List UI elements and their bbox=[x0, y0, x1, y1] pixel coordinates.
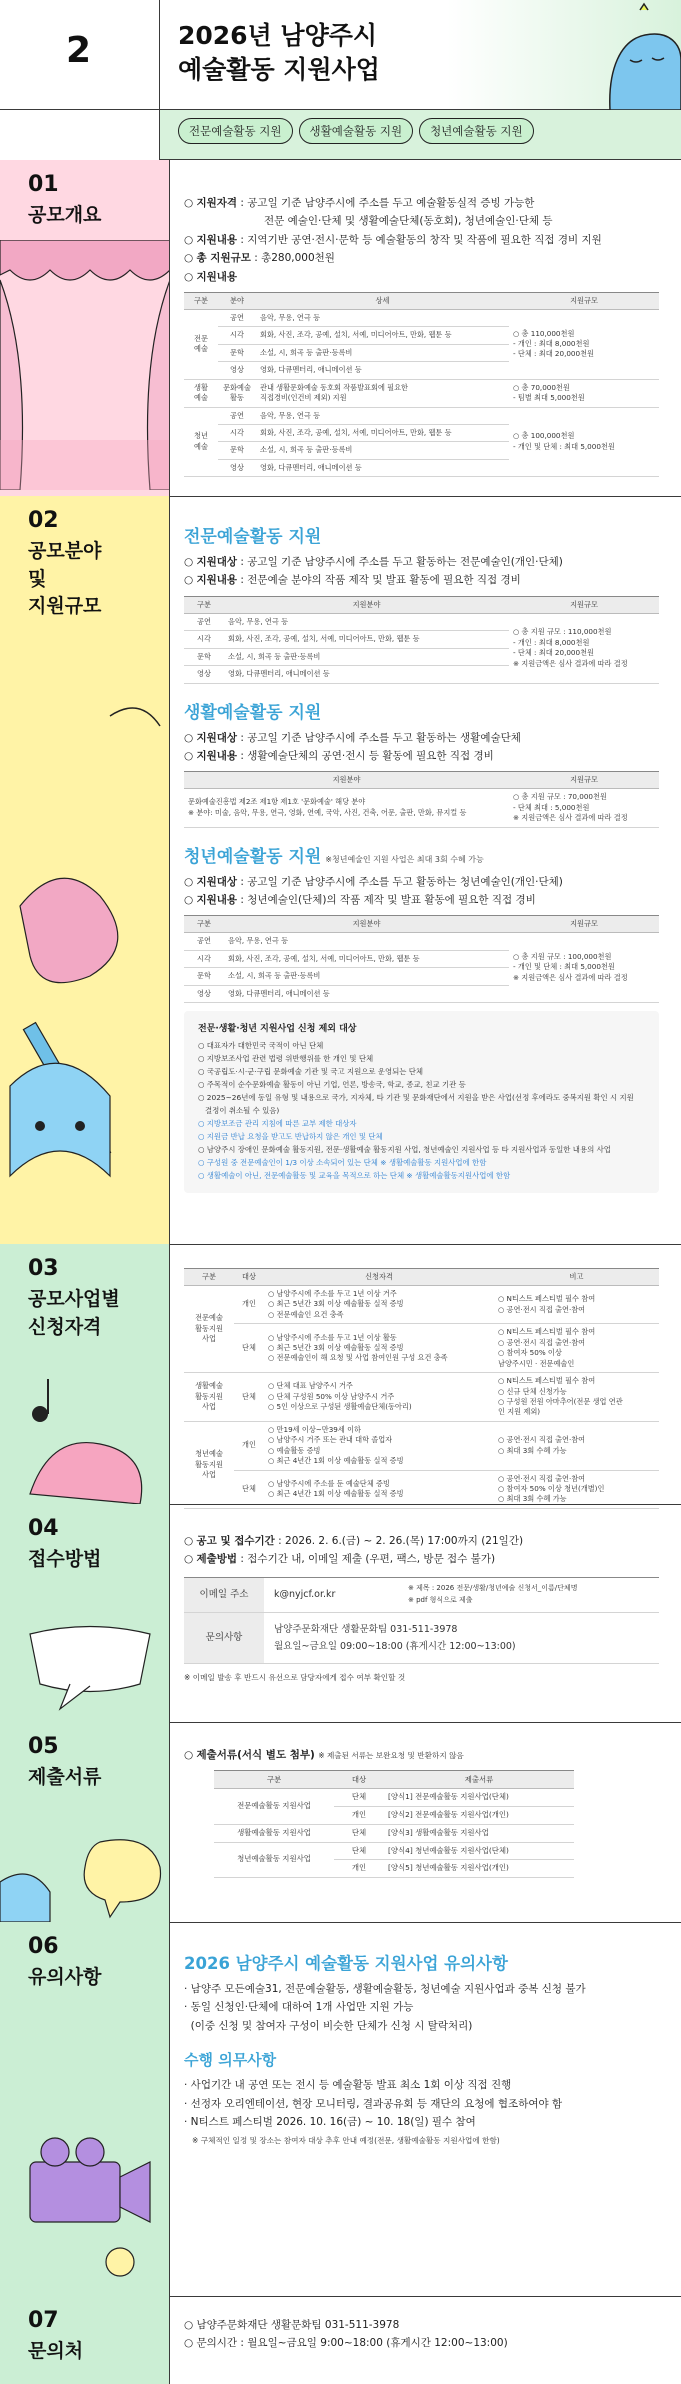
youth-th-1: 지원분야 bbox=[224, 916, 509, 933]
s6-item: (이중 신청 및 참여자 구성이 비슷한 단체가 신청 시 탈락처리) bbox=[184, 2019, 473, 2032]
brush-illustration bbox=[0, 656, 170, 1236]
s3-th-1: 대상 bbox=[234, 1269, 264, 1286]
s5-label-row: ○ 제출서류(서식 별도 첨부) ※ 제출된 서류는 보완요청 및 반환하지 않음 bbox=[184, 1749, 464, 1761]
youth-cell: 회화, 사진, 조각, 공예, 설치, 서예, 미디어아트, 만화, 웹툰 등 bbox=[224, 950, 509, 967]
table-row bbox=[184, 407, 659, 424]
section-01-sidebar bbox=[0, 160, 170, 496]
table-row bbox=[184, 309, 659, 326]
table-row bbox=[184, 613, 659, 630]
section-01-title: 공모개요 bbox=[28, 204, 102, 226]
list-item: ○ 지원금 반납 요청을 받고도 반납하지 않은 개인 및 단체 bbox=[198, 1131, 383, 1141]
s4-method-label: 제출방법 bbox=[196, 1553, 238, 1566]
s3-cell-qual: ○ 남양주시에 주소를 둔 예술단체 증빙 ○ 최근 4년간 1회 이상 예술활동 실적 증빙 bbox=[264, 1470, 494, 1508]
s5-cell-type: 단체 bbox=[334, 1789, 384, 1807]
table-row bbox=[184, 789, 659, 827]
youth-cell: 소설, 시, 희곡 등 출판·등록비 bbox=[224, 968, 509, 985]
section-06-content bbox=[184, 1944, 659, 2146]
pro-target: ○ 지원대상 : 공고일 기준 남양주시에 주소를 두고 활동하는 전문예술인(개인·단체) bbox=[184, 556, 563, 568]
s5-cell-group: 전문예술활동 지원사업 bbox=[214, 1789, 334, 1824]
youth-target-text: : 공고일 기준 남양주시에 주소를 두고 활동하는 청년예술인(개인·단체) bbox=[237, 875, 563, 888]
youth-content-text: : 청년예술인(단체)의 작품 제작 및 발표 활동에 필요한 직접 경비 bbox=[237, 893, 536, 906]
list-item: ○ 국공립도·시·군·구립 문화예술 기관 및 국고 지원으로 운영되는 단체 bbox=[198, 1066, 424, 1076]
s1-detail-label: 지원내용 bbox=[196, 270, 238, 283]
s3-cell-note: ○ N티스트 페스티벌 필수 참여 ○ 신규 단체 신청가능 ○ 구성원 전원 아마추어(전문 생업 연관 인 지원 제외) bbox=[494, 1373, 659, 1422]
life-target-label: 지원대상 bbox=[196, 731, 238, 744]
s5-cell-type: 단체 bbox=[334, 1824, 384, 1842]
list-item: ○ 2025~26년에 동일 유형 및 내용으로 국가, 지자체, 타 기관 및 문화재단에서 지원을 받은 사업(선정 후에라도 중복지원 확인 시 지원 bbox=[198, 1092, 634, 1102]
s1-scale-text: : 총280,000천원 bbox=[250, 252, 335, 265]
table-row bbox=[184, 933, 659, 950]
s1-target-label: 지원자격 bbox=[196, 197, 238, 209]
s5-cell-doc: [양식3] 생활예술활동 지원사업 bbox=[384, 1824, 574, 1842]
life-content-text: : 생활예술단체의 공연·전시 등 활동에 필요한 직접 경비 bbox=[237, 749, 494, 762]
s3-table bbox=[184, 1268, 659, 1509]
s4-period-label: 공고 및 접수기간 bbox=[196, 1535, 275, 1547]
s5-th-0: 구분 bbox=[214, 1771, 334, 1789]
section-02-sidebar bbox=[0, 496, 170, 1244]
pro-th-2: 지원규모 bbox=[509, 596, 659, 613]
s3-cell-qual: ○ 남양주시에 주소를 두고 1년 이상 활동 ○ 최근 5년간 3회 이상 예술활동 실적 증빙 ○ 전문예술인이 해 요청 및 사업 참여인원 구성 요건 충족 bbox=[264, 1324, 494, 1373]
mailbox-illustration bbox=[20, 1624, 160, 1714]
pill-youth: 청년예술활동 지원 bbox=[419, 118, 534, 144]
s5-cell-doc: [양식4] 청년예술활동 지원사업(단체) bbox=[384, 1842, 574, 1860]
s1-cell-field: 영상 bbox=[218, 362, 256, 379]
youth-heading-row bbox=[184, 842, 659, 867]
header bbox=[0, 0, 681, 160]
table-row bbox=[214, 1789, 574, 1807]
s4-period-text: : 2026. 2. 6.(금) ~ 2. 26.(목) 17:00까지 (21일간) bbox=[274, 1535, 524, 1547]
s1-cell-detail: 소설, 시, 희곡 등 출판·등록비 bbox=[256, 344, 509, 361]
curtain-illustration bbox=[0, 240, 170, 490]
section-07-content bbox=[184, 2316, 659, 2353]
life-field: 문화예술진흥법 제2조 제1항 제1호 '문화예술' 해당 분야 ※ 분야: 미술, 음악, 무용, 연극, 영화, 연예, 국악, 사진, 건축, 어문, 출판, 만화, 뮤지컬 등 bbox=[184, 789, 509, 827]
pro-heading: 전문예술활동 지원 bbox=[184, 527, 322, 547]
life-th-1: 지원규모 bbox=[509, 772, 659, 789]
s1-cell-field: 문화예술 활동 bbox=[218, 379, 256, 407]
table-row bbox=[184, 1612, 659, 1663]
s1-table bbox=[184, 292, 659, 477]
s1-cell-detail: 회화, 사진, 조각, 공예, 설치, 서예, 미디어아트, 만화, 웹툰 등 bbox=[256, 424, 509, 441]
section-02-number: 02 bbox=[28, 508, 59, 533]
s4-footnote: ※ 이메일 발송 후 반드시 유선으로 담당자에게 접수 여부 확인할 것 bbox=[184, 1672, 406, 1682]
s4-period: ○ 공고 및 접수기간 : 2026. 2. 6.(금) ~ 2. 26.(목) 17:00까지 (21일간) bbox=[184, 1535, 524, 1547]
section-05-content bbox=[184, 1746, 659, 1886]
s6-duty-note: ※ 구체적인 일정 및 장소는 참여자 대상 추후 안내 예정(전문, 생활예술활동 지원사업에 한함) bbox=[192, 2136, 500, 2146]
s3-cell-note: ○ N티스트 페스티벌 필수 참여 ○ 공연·전시 직접 출연·참여 ○ 참여자 50% 이상 남양주시민 · 전문예술인 bbox=[494, 1324, 659, 1373]
pro-target-label: 지원대상 bbox=[196, 556, 238, 568]
s3-th-3: 비고 bbox=[494, 1269, 659, 1286]
section-03-content bbox=[184, 1262, 659, 1517]
s1-detail: ○ 지원내용 bbox=[184, 270, 238, 283]
section-07-title: 문의처 bbox=[28, 2340, 84, 2362]
section-06-title: 유의사항 bbox=[28, 1966, 102, 1988]
s3-th-2: 신청자격 bbox=[264, 1269, 494, 1286]
pro-cell: 회화, 사진, 조각, 공예, 설치, 서예, 미디어아트, 만화, 웹툰 등 bbox=[224, 631, 509, 648]
list-item: ○ 구성원 중 전문예술인이 1/3 이상 소속되어 있는 단체 ※ 생활예술활동 지원사업에 한함 bbox=[198, 1157, 487, 1167]
section-07-number: 07 bbox=[28, 2308, 59, 2333]
s4-contact-value2: 월요일~금요일 09:00~18:00 (휴게시간 12:00~13:00) bbox=[274, 1640, 516, 1652]
s3-th-0: 구분 bbox=[184, 1269, 234, 1286]
s5-cell-doc: [양식5] 청년예술활동 지원사업(개인) bbox=[384, 1860, 574, 1878]
life-content-label: 지원내용 bbox=[196, 749, 238, 762]
pro-cell: 영상 bbox=[184, 666, 224, 683]
s4-contact-values bbox=[264, 1612, 659, 1663]
s1-cell-detail: 회화, 사진, 조각, 공예, 설치, 서예, 미디어아트, 만화, 웹툰 등 bbox=[256, 327, 509, 344]
header-pills bbox=[178, 118, 540, 144]
exclusion-list bbox=[198, 1040, 645, 1182]
section-05 bbox=[0, 1722, 681, 1922]
s4-method-text: : 접수기간 내, 이메일 제출 (우편, 팩스, 방문 접수 불가) bbox=[237, 1553, 496, 1566]
pro-th-1: 지원분야 bbox=[224, 596, 509, 613]
s6-duty: · N티스트 페스티벌 2026. 10. 16(금) ~ 10. 18(일) 필수 참여 bbox=[184, 2115, 476, 2128]
youth-cell: 음악, 무용, 연극 등 bbox=[224, 933, 509, 950]
pill-pro: 전문예술활동 지원 bbox=[178, 118, 293, 144]
pro-th-0: 구분 bbox=[184, 596, 224, 613]
table-row bbox=[214, 1842, 574, 1860]
s3-cell-type: 단체 bbox=[234, 1470, 264, 1508]
s5-cell-type: 개인 bbox=[334, 1860, 384, 1878]
s1-th-scale: 지원규모 bbox=[509, 292, 659, 309]
s3-cell-type: 개인 bbox=[234, 1286, 264, 1324]
section-02 bbox=[0, 496, 681, 1244]
table-row bbox=[184, 1470, 659, 1508]
life-heading: 생활예술활동 지원 bbox=[184, 702, 322, 723]
s1-cell-detail: 음악, 무용, 연극 등 bbox=[256, 309, 509, 326]
s1-cell-group: 청년 예술 bbox=[184, 407, 218, 477]
section-01 bbox=[0, 160, 681, 496]
s1-cell-field: 공연 bbox=[218, 407, 256, 424]
table-row bbox=[184, 1324, 659, 1373]
s6-duty: · 선정자 오리엔테이션, 현장 모니터링, 결과공유회 등 재단의 요청에 협조하여야 함 bbox=[184, 2097, 563, 2110]
section-01-number: 01 bbox=[28, 172, 59, 197]
s5-cell-group: 생활예술활동 지원사업 bbox=[214, 1824, 334, 1842]
table-row bbox=[184, 1286, 659, 1324]
s1-cell-field: 시각 bbox=[218, 327, 256, 344]
s1-th-field: 분야 bbox=[218, 292, 256, 309]
pro-target-text: : 공고일 기준 남양주시에 주소를 두고 활동하는 전문예술인(개인·단체) bbox=[237, 556, 563, 568]
pro-cell: 문학 bbox=[184, 648, 224, 665]
life-content: ○ 지원내용 : 생활예술단체의 공연·전시 등 활동에 필요한 직접 경비 bbox=[184, 749, 494, 762]
s1-target-text2: 전문 예술인·단체 및 생활예술단체(동호회), 청년예술인·단체 등 bbox=[264, 215, 553, 228]
s1-cell-detail: 관내 생활문화예술 동호회 작품발표회에 필요한 직접경비(인건비 제외) 지원 bbox=[256, 379, 509, 407]
section-04-number: 04 bbox=[28, 1516, 59, 1541]
s4-email-label: 이메일 주소 bbox=[184, 1577, 264, 1612]
s1-content-text: : 지역기반 공연·전시·문학 등 예술활동의 창작 및 작품에 필요한 직접 경비 지원 bbox=[237, 233, 602, 246]
s1-content: ○ 지원내용 : 지역기반 공연·전시·문학 등 예술활동의 창작 및 작품에 필요한 직접 경비 지원 bbox=[184, 233, 602, 246]
youth-cell: 영화, 다큐멘터리, 애니메이션 등 bbox=[224, 985, 509, 1002]
s4-method: ○ 제출방법 : 접수기간 내, 이메일 제출 (우편, 팩스, 방문 접수 불가) bbox=[184, 1553, 496, 1566]
header-number-box bbox=[0, 0, 160, 110]
s1-th-group: 구분 bbox=[184, 292, 218, 309]
list-item: 결정이 취소될 수 있음) bbox=[198, 1105, 280, 1115]
life-target: ○ 지원대상 : 공고일 기준 남양주시에 주소를 두고 활동하는 생활예술단체 bbox=[184, 731, 521, 744]
youth-content: ○ 지원내용 : 청년예술인(단체)의 작품 제작 및 발표 활동에 필요한 직접 경비 bbox=[184, 893, 536, 906]
list-item: ○ 주목적이 순수문화예술 활동이 아닌 기업, 언론, 방송국, 학교, 종교, 친교 기관 등 bbox=[198, 1079, 466, 1089]
s4-contact-label: 문의사항 bbox=[184, 1612, 264, 1663]
s1-scale: ○ 총 지원규모 : 총280,000천원 bbox=[184, 252, 335, 265]
s1-cell-scale: ○ 총 70,000천원 - 팀별 최대 5,000천원 bbox=[509, 379, 659, 407]
s1-cell-field: 문학 bbox=[218, 344, 256, 361]
s5-cell-type: 개인 bbox=[334, 1807, 384, 1825]
s4-email-notes bbox=[404, 1577, 659, 1612]
s5-table bbox=[214, 1770, 574, 1878]
s3-cell-group: 전문예술 활동지원 사업 bbox=[184, 1286, 234, 1373]
youth-heading-note: ※청년예술인 지원 사업은 최대 3회 수혜 가능 bbox=[325, 854, 484, 864]
s4-contact-value1: 남양주문화재단 생활문화팀 031-511-3978 bbox=[274, 1623, 458, 1635]
section-03-number: 03 bbox=[28, 1256, 59, 1281]
s7-line2: ○ 문의시간 : 월요일~금요일 9:00~18:00 (휴게시간 12:00~13:00) bbox=[184, 2337, 508, 2350]
pro-cell: 공연 bbox=[184, 613, 224, 630]
list-item: ○ 생활예술이 아닌, 전문예술활동 및 교육을 목적으로 하는 단체 ※ 생활예술활동지원사업에 한함 bbox=[198, 1170, 511, 1180]
youth-target: ○ 지원대상 : 공고일 기준 남양주시에 주소를 두고 활동하는 청년예술인(개인·단체) bbox=[184, 875, 563, 888]
s6-item: · 동일 신청인·단체에 대하여 1개 사업만 지원 가능 bbox=[184, 2001, 414, 2014]
header-title-line1: 2026년 남양주시 bbox=[178, 21, 378, 50]
pro-content-label: 지원내용 bbox=[196, 574, 238, 587]
s1-cell-detail: 영화, 다큐멘터리, 애니메이션 등 bbox=[256, 459, 509, 476]
section-05-sidebar bbox=[0, 1722, 170, 1922]
s4-email-note2: ※ pdf 형식으로 제출 bbox=[408, 1595, 473, 1604]
pro-cell: 시각 bbox=[184, 631, 224, 648]
s6-heading: 2026 남양주시 예술활동 지원사업 유의사항 bbox=[184, 1954, 508, 1973]
section-05-number: 05 bbox=[28, 1734, 59, 1759]
s5-cell-group: 청년예술활동 지원사업 bbox=[214, 1842, 334, 1877]
header-pill-left-bg bbox=[0, 110, 160, 160]
s3-cell-group: 생활예술 활동지원 사업 bbox=[184, 1373, 234, 1422]
blue-character-illustration bbox=[590, 0, 681, 110]
pro-content: ○ 지원내용 : 전문예술 분야의 작품 제작 및 발표 활동에 필요한 직접 경비 bbox=[184, 574, 521, 587]
list-item: ○ 지방보조사업 관련 법령 위반행위를 한 개인 및 단체 bbox=[198, 1054, 374, 1064]
s1-cell-group: 전문 예술 bbox=[184, 309, 218, 379]
life-target-text: : 공고일 기준 남양주시에 주소를 두고 활동하는 생활예술단체 bbox=[237, 731, 521, 744]
s1-cell-scale: ○ 총 100,000천원 - 개인 및 단체 : 최대 5,000천원 bbox=[509, 407, 659, 477]
speech-bubble-illustration bbox=[0, 1822, 170, 1922]
s1-target: ○ 지원자격 : 공고일 기준 남양주시에 주소를 두고 예술활동실적 증빙 가능한 bbox=[184, 197, 535, 209]
section-03-title: 공모사업별 신청자격 bbox=[28, 1288, 120, 1338]
youth-heading: 청년예술활동 지원 bbox=[184, 846, 322, 867]
s1-cell-field: 공연 bbox=[218, 309, 256, 326]
section-03 bbox=[0, 1244, 681, 1504]
youth-scale: ○ 총 지원 규모 : 100,000천원 - 개인 및 단체 : 최대 5,000천원 ※ 지원금액은 심사 결과에 따라 결정 bbox=[509, 933, 659, 1003]
youth-cell: 문학 bbox=[184, 968, 224, 985]
s3-cell-type: 개인 bbox=[234, 1421, 264, 1470]
s5-label: 제출서류(서식 별도 첨부) bbox=[196, 1749, 315, 1761]
pro-cell: 음악, 무용, 연극 등 bbox=[224, 613, 509, 630]
section-04 bbox=[0, 1504, 681, 1722]
pill-life: 생활예술활동 지원 bbox=[299, 118, 414, 144]
s1-content-label: 지원내용 bbox=[196, 233, 238, 246]
s1-cell-detail: 영화, 다큐멘터리, 애니메이션 등 bbox=[256, 362, 509, 379]
section-07 bbox=[0, 2296, 681, 2384]
youth-th-2: 지원규모 bbox=[509, 916, 659, 933]
section-06-sidebar bbox=[0, 1922, 170, 2296]
s1-cell-group: 생활 예술 bbox=[184, 379, 218, 407]
pro-table bbox=[184, 596, 659, 684]
life-th-0: 지원분야 bbox=[184, 772, 509, 789]
s4-table bbox=[184, 1577, 659, 1664]
s1-cell-field: 시각 bbox=[218, 424, 256, 441]
section-04-sidebar bbox=[0, 1504, 170, 1722]
youth-cell: 시각 bbox=[184, 950, 224, 967]
section-02-title: 공모분야 및 지원규모 bbox=[28, 540, 102, 618]
pro-cell: 소설, 시, 희곡 등 출판·등록비 bbox=[224, 648, 509, 665]
s3-cell-note: ○ 공연·전시 직접 출연·참여 ○ 참여자 50% 이상 청년(개별)인 ○ 최대 3회 수혜 가능 bbox=[494, 1470, 659, 1508]
s3-cell-type: 단체 bbox=[234, 1373, 264, 1422]
s3-cell-qual: ○ 단체 대표 남양주시 거주 ○ 단체 구성원 50% 이상 남양주시 거주 ○ 5인 이상으로 구성된 생활예술단체(동아리) bbox=[264, 1373, 494, 1422]
s1-th-detail: 상세 bbox=[256, 292, 509, 309]
table-row bbox=[184, 379, 659, 407]
s1-cell-scale: ○ 총 110,000천원 - 개인 : 최대 8,000천원 - 단체 : 최대 20,000천원 bbox=[509, 309, 659, 379]
youth-cell: 공연 bbox=[184, 933, 224, 950]
list-item: ○ 남양주시 장애인 문화예술 활동지원, 전문·생활예술 활동지원 사업, 청년예술인 지원사업 등 타 지원사업과 동일한 내용의 사업 bbox=[198, 1144, 611, 1154]
youth-target-label: 지원대상 bbox=[196, 875, 238, 888]
section-06 bbox=[0, 1922, 681, 2296]
s3-cell-qual: ○ 만19세 이상~만39세 이하 ○ 남양주시 거주 또는 관내 대학 졸업자 ○ 예술활동 증빙 ○ 최근 4년간 1회 이상 예술활동 실적 증빙 bbox=[264, 1421, 494, 1470]
section-03-sidebar bbox=[0, 1244, 170, 1504]
s1-cell-detail: 음악, 무용, 연극 등 bbox=[256, 407, 509, 424]
section-04-title: 접수방법 bbox=[28, 1548, 102, 1570]
section-05-title: 제출서류 bbox=[28, 1766, 102, 1788]
youth-content-label: 지원내용 bbox=[196, 893, 238, 906]
s5-th-2: 제출서류 bbox=[384, 1771, 574, 1789]
s1-cell-field: 영상 bbox=[218, 459, 256, 476]
pro-cell: 영화, 다큐멘터리, 애니메이션 등 bbox=[224, 666, 509, 683]
s6-duty: · 사업기간 내 공연 또는 전시 등 예술활동 발표 최소 1회 이상 직접 진행 bbox=[184, 2079, 512, 2092]
s5-cell-doc: [양식2] 전문예술활동 지원사업(개인) bbox=[384, 1807, 574, 1825]
pro-content-text: : 전문예술 분야의 작품 제작 및 발표 활동에 필요한 직접 경비 bbox=[237, 574, 521, 587]
header-title-line2: 예술활동 지원사업 bbox=[178, 55, 380, 84]
table-row bbox=[184, 1421, 659, 1470]
list-item: ○ 대표자가 대한민국 국적이 아닌 단체 bbox=[198, 1041, 324, 1051]
s5-cell-type: 단체 bbox=[334, 1842, 384, 1860]
pro-scale: ○ 총 지원 규모 : 110,000천원 - 개인 : 최대 8,000천원 - 단체 : 최대 20,000천원 ※ 지원금액은 심사 결과에 따라 결정 bbox=[509, 613, 659, 683]
youth-cell: 영상 bbox=[184, 985, 224, 1002]
s3-cell-note: ○ 공연·전시 직접 출연·참여 ○ 최대 3회 수혜 가능 bbox=[494, 1421, 659, 1470]
s5-label-note: ※ 제출된 서류는 보완요청 및 반환하지 않음 bbox=[318, 1751, 464, 1760]
camera-illustration bbox=[10, 2122, 160, 2292]
s1-cell-field: 문학 bbox=[218, 442, 256, 459]
table-row bbox=[184, 1577, 659, 1612]
table-row bbox=[184, 1373, 659, 1422]
s3-cell-qual: ○ 남양주시에 주소를 두고 1년 이상 거주 ○ 최근 5년간 3회 이상 예술활동 실적 증빙 ○ 전문예술인 요건 충족 bbox=[264, 1286, 494, 1324]
list-item: ○ 지방보조금 관리 지침에 따른 교부 제한 대상자 bbox=[198, 1118, 357, 1128]
s6-duty-heading: 수행 의무사항 bbox=[184, 2051, 277, 2070]
section-02-content bbox=[184, 516, 659, 1193]
youth-table bbox=[184, 915, 659, 1003]
s3-cell-type: 단체 bbox=[234, 1324, 264, 1373]
section-07-sidebar bbox=[0, 2296, 170, 2384]
section-06-number: 06 bbox=[28, 1934, 59, 1959]
s3-cell-note: ○ N티스트 페스티벌 필수 참여 ○ 공연·전시 직접 출연·참여 bbox=[494, 1286, 659, 1324]
s1-scale-label: 총 지원규모 bbox=[196, 252, 251, 265]
s1-cell-detail: 소설, 시, 희곡 등 출판·등록비 bbox=[256, 442, 509, 459]
notes-illustration bbox=[0, 1374, 170, 1504]
s5-cell-doc: [양식1] 전문예술활동 지원사업(단체) bbox=[384, 1789, 574, 1807]
section-04-content bbox=[184, 1532, 659, 1683]
life-table bbox=[184, 771, 659, 827]
s4-email-note1: ※ 제목 : 2026 전문/생활/청년예술 신청서_이름/단체명 bbox=[408, 1583, 578, 1592]
youth-th-0: 구분 bbox=[184, 916, 224, 933]
table-row bbox=[214, 1824, 574, 1842]
s3-cell-group: 청년예술 활동지원 사업 bbox=[184, 1421, 234, 1508]
s7-line1: ○ 남양주문화재단 생활문화팀 031-511-3978 bbox=[184, 2319, 400, 2331]
s6-item: · 남양주 모든예술31, 전문예술활동, 생활예술활동, 청년예술 지원사업과 중복 신청 불가 bbox=[184, 1983, 586, 1995]
s1-target-text: : 공고일 기준 남양주시에 주소를 두고 예술활동실적 증빙 가능한 bbox=[237, 197, 535, 209]
section-01-content bbox=[184, 194, 659, 485]
exclusion-box bbox=[184, 1011, 659, 1192]
s5-th-1: 대상 bbox=[334, 1771, 384, 1789]
life-scale: ○ 총 지원 규모 : 70,000천원 - 단체 최대 : 5,000천원 ※ 지원금액은 심사 결과에 따라 결정 bbox=[509, 789, 659, 827]
s4-email-value[interactable]: k@nyjcf.or.kr bbox=[264, 1577, 404, 1612]
header-number: 2 bbox=[66, 30, 92, 71]
exclusion-title: 전문·생활·청년 지원사업 신청 제외 대상 bbox=[198, 1024, 357, 1035]
